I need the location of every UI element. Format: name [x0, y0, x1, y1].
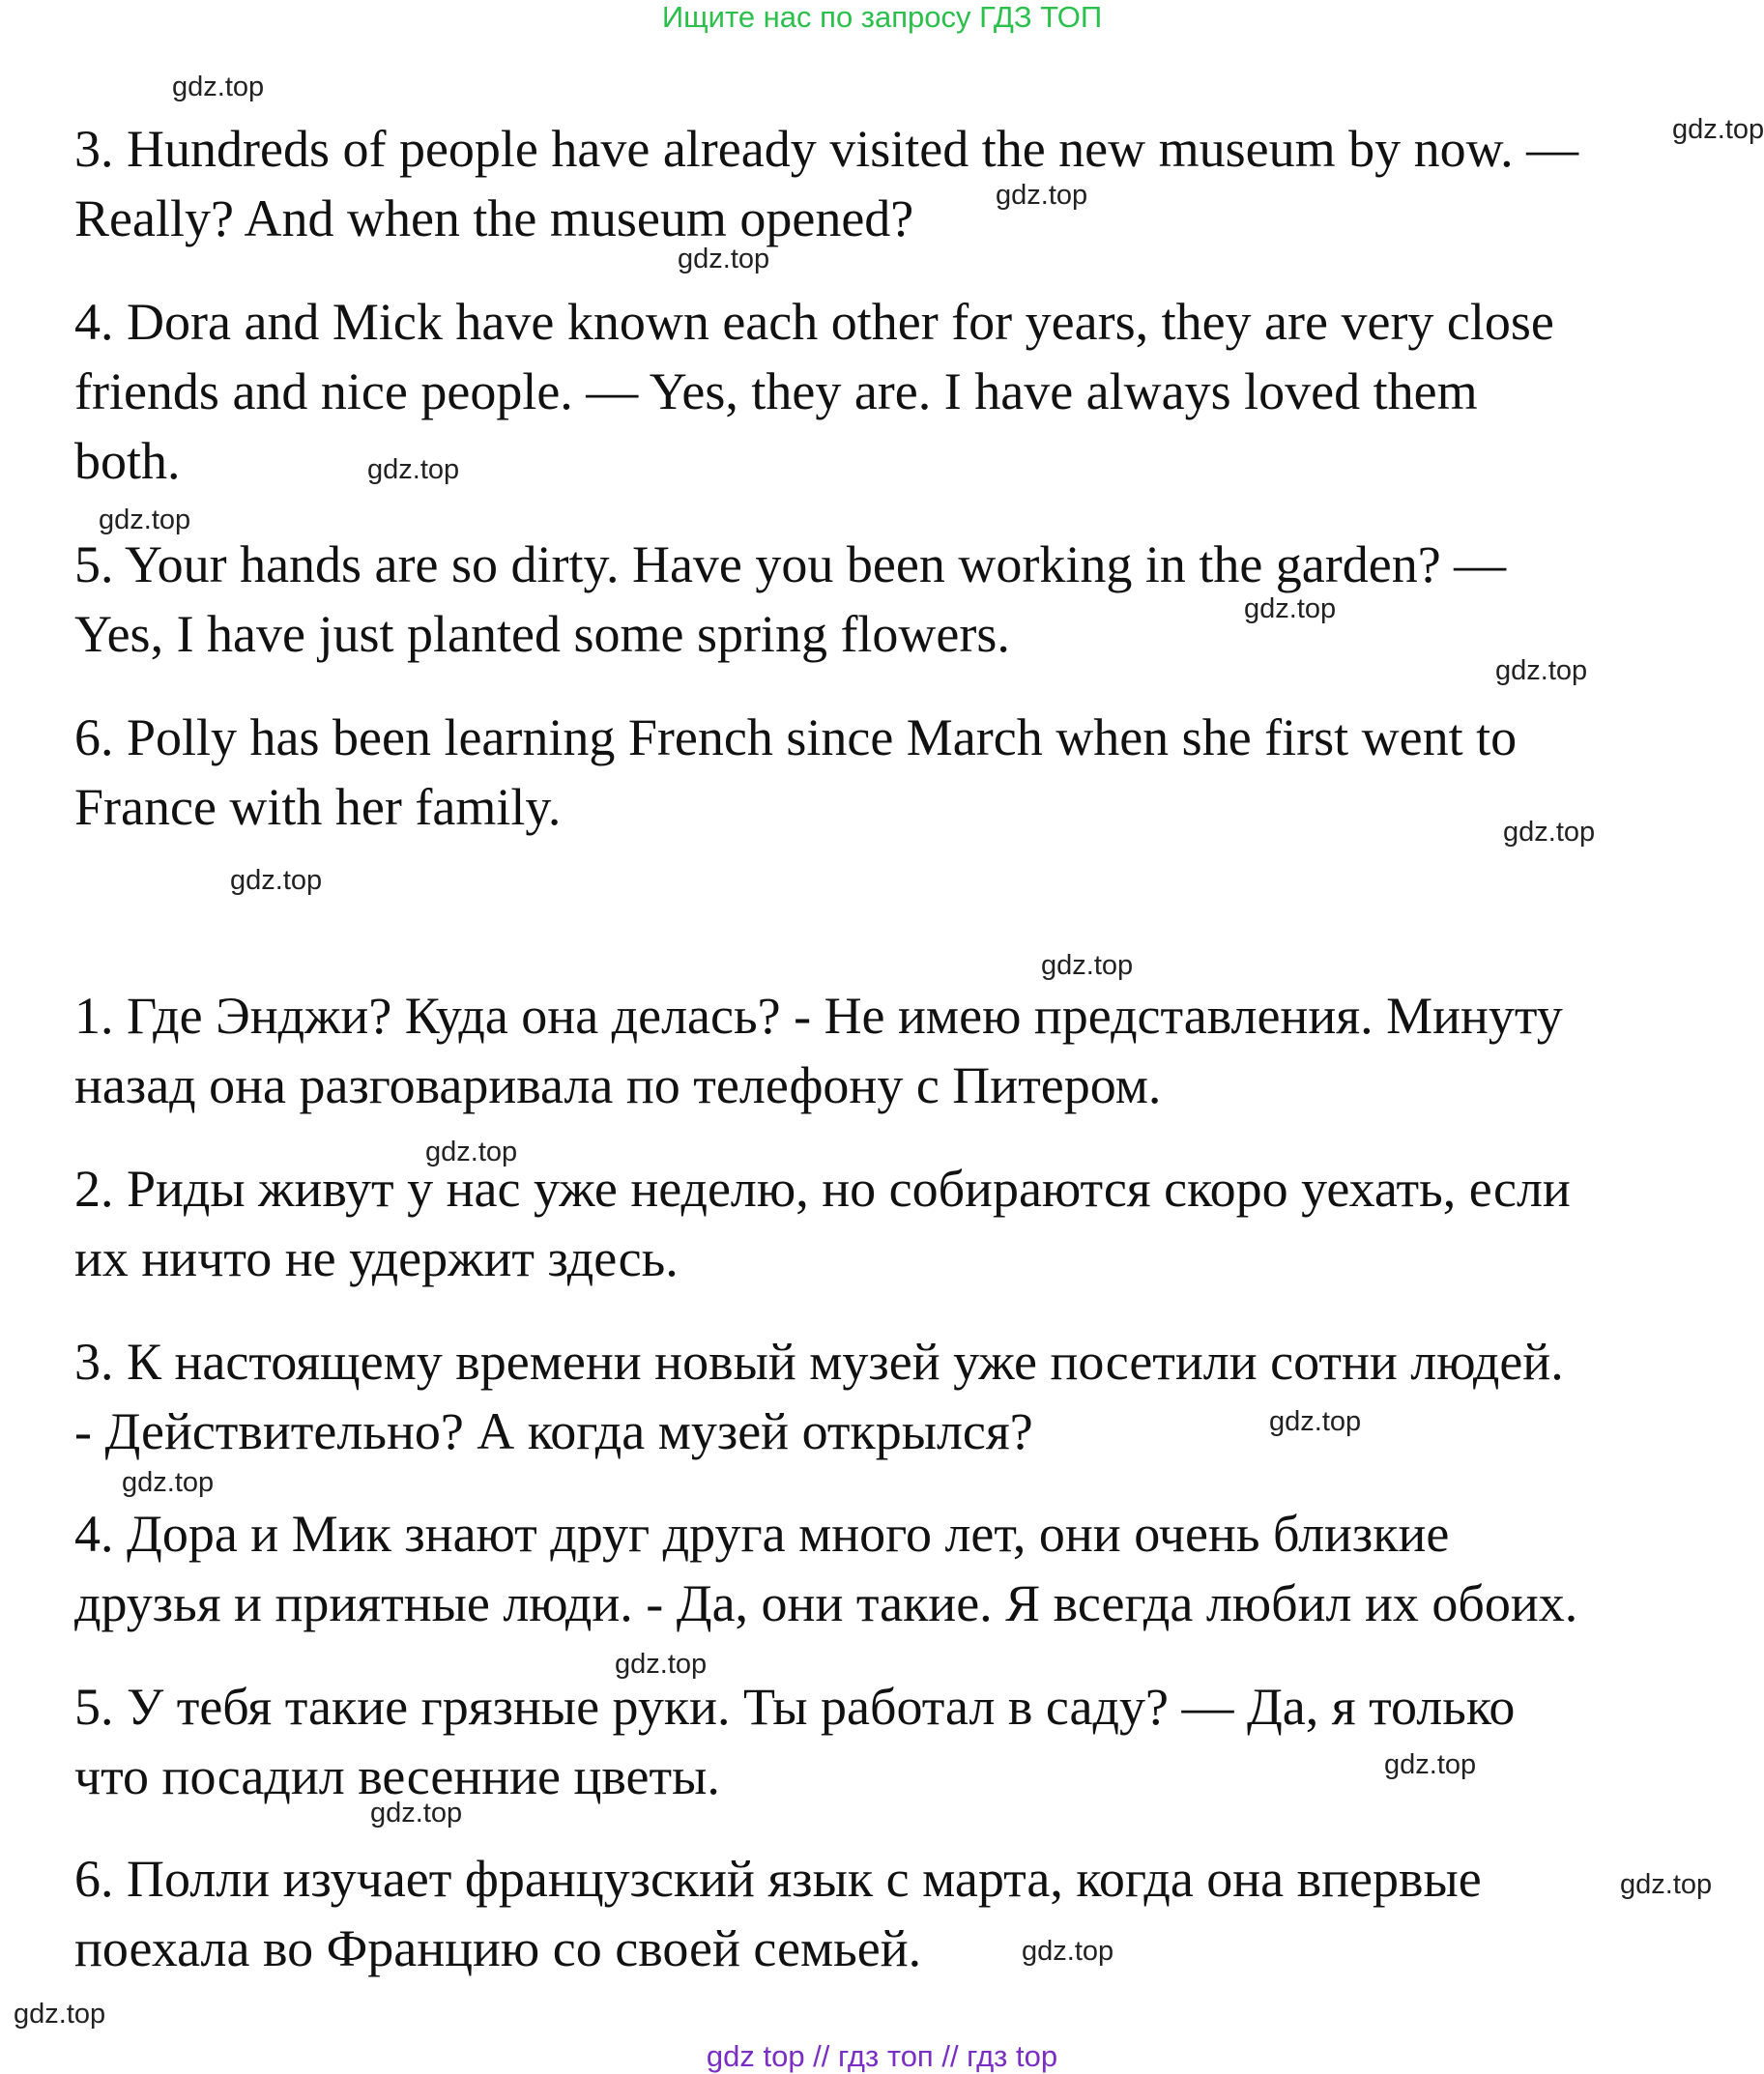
english-sentence-6 [74, 703, 1737, 842]
sentence-line: friends and nice people. — Yes, they are. I have always loved them [74, 362, 1478, 420]
sentence-line: 6. Полли изучает французский язык с марта, когда она впервые [74, 1850, 1482, 1908]
watermark: gdz.top [1041, 950, 1134, 981]
sentence-line: 4. Dora and Mick have known each other for years, they are very close [74, 293, 1554, 351]
watermark: gdz.top [1269, 1406, 1362, 1437]
watermark: gdz.top [99, 504, 191, 535]
watermark: gdz.top [678, 244, 770, 274]
footer-links[interactable]: gdz top // гдз топ // гдз top [706, 2039, 1058, 2073]
watermark: gdz.top [1495, 655, 1588, 686]
sentence-line: 5. Your hands are so dirty. Have you been working in the garden? — [74, 535, 1507, 593]
watermark: gdz.top [230, 865, 323, 896]
sentence-line: - Действительно? А когда музей открылся? [74, 1402, 1033, 1460]
sentence-line: both. [74, 432, 181, 490]
russian-sentence-5 [74, 1672, 1737, 1811]
watermark: gdz.top [996, 180, 1088, 211]
watermark: gdz.top [1503, 817, 1596, 848]
sentence-line: 2. Риды живут у нас уже неделю, но собираются скоро уехать, если [74, 1160, 1571, 1218]
watermark: gdz.top [615, 1649, 708, 1680]
watermark: gdz.top [370, 1798, 463, 1829]
search-banner[interactable]: Ищите нас по запросу ГДЗ ТОП [661, 0, 1103, 34]
sentence-line: назад она разговаривала по телефону с Питером. [74, 1056, 1162, 1114]
russian-sentence-4 [74, 1499, 1737, 1638]
sentence-line: France with her family. [74, 778, 562, 836]
sentence-line: Really? And when the museum opened? [74, 189, 914, 247]
sentence-line: 4. Дора и Мик знают друг друга много лет, они очень близкие [74, 1505, 1450, 1563]
watermark: gdz.top [14, 1999, 106, 2030]
watermark: gdz.top [367, 454, 460, 485]
sentence-line: 1. Где Энджи? Куда она делась? - Не имею представления. Минуту [74, 987, 1563, 1045]
russian-sentence-3 [74, 1327, 1737, 1466]
watermark: gdz.top [1620, 1869, 1713, 1900]
sentence-line: 6. Polly has been learning French since March when she first went to [74, 708, 1518, 766]
sentence-line: поехала во Францию со своей семьей. [74, 1919, 922, 1977]
watermark: gdz.top [425, 1137, 518, 1167]
sentence-line: 3. Hundreds of people have already visited the new museum by now. — [74, 120, 1579, 178]
watermark: gdz.top [1244, 593, 1337, 624]
sentence-line: их ничто не удержит здесь. [74, 1229, 679, 1287]
russian-sentence-6 [74, 1844, 1737, 1983]
sentence-line: Yes, I have just planted some spring flowers. [74, 605, 1010, 663]
watermark: gdz.top [1022, 1936, 1114, 1967]
english-sentence-4 [74, 287, 1737, 496]
english-sentence-5 [74, 530, 1737, 669]
sentence-line: что посадил весенние цветы. [74, 1747, 720, 1805]
sentence-line: 3. К настоящему времени новый музей уже посетили сотни людей. [74, 1333, 1564, 1391]
russian-sentence-2 [74, 1154, 1737, 1293]
watermark: gdz.top [1384, 1749, 1477, 1780]
russian-sentence-1 [74, 981, 1737, 1120]
watermark: gdz.top [172, 72, 265, 102]
english-sentence-3 [74, 114, 1737, 253]
watermark: gdz.top [1672, 114, 1764, 145]
sentence-line: 5. У тебя такие грязные руки. Ты работал в саду? — Да, я только [74, 1678, 1516, 1736]
watermark: gdz.top [122, 1467, 215, 1498]
sentence-line: друзья и приятные люди. - Да, они такие. Я всегда любил их обоих. [74, 1574, 1578, 1632]
